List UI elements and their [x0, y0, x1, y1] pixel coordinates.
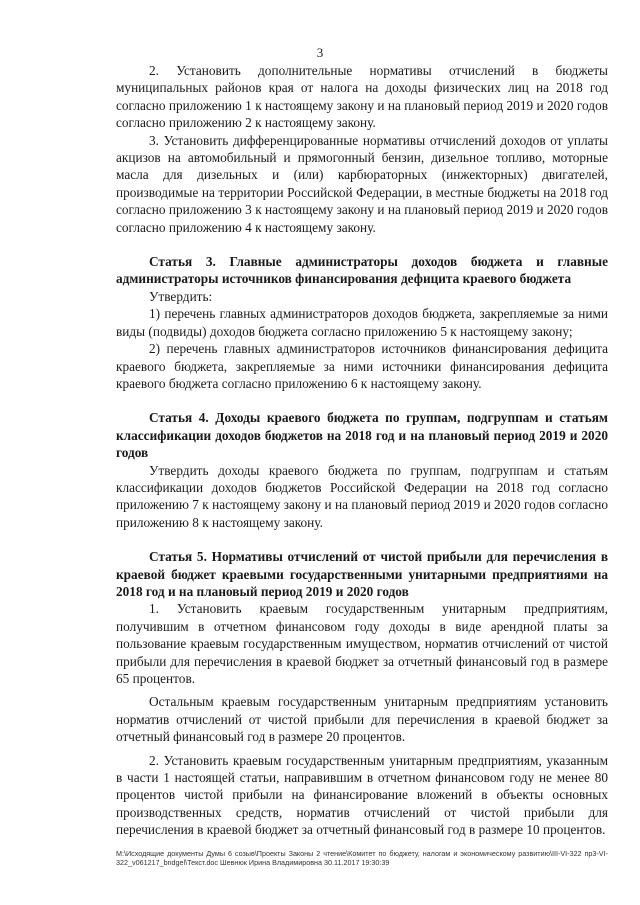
article2-paragraph-2: 2. Установить дополнительные нормативы отчислений в бюджеты муниципальных районов края от налога на доходы физических лиц на 2018 год согласно приложению 1 к настоящему закону и на плановый период 2019 и 2020 годов согласно приложению 2 к настоящему закону.	[116, 63, 608, 131]
page-number: 3	[316, 45, 324, 60]
article3-title: Статья 3. Главные администраторы доходов бюджета и главные администраторы источников финансирования дефицита краевого бюджета	[116, 254, 608, 287]
document-body	[116, 62, 608, 839]
article3-item-1: 1) перечень главных администраторов доходов бюджета, закрепляемые за ними виды (подвиды) доходов бюджета согласно приложению 5 к настоящему закону;	[116, 306, 608, 339]
article3-item-2: 2) перечень главных администраторов источников финансирования дефицита краевого бюджета, закрепляемые за ними источники финансирования дефицита краевого бюджета согласно приложению 6 к настоящему закону.	[116, 341, 608, 391]
article5-paragraph-2: Остальным краевым государственным унитарным предприятиям установить норматив отчислений от чистой прибыли для перечисления в краевой бюджет за отчетный финансовый год в размере 20 процентов.	[116, 694, 608, 745]
article2-paragraph-3: 3. Установить дифференцированные нормативы отчислений доходов от уплаты акцизов на автомобильный и прямогонный бензин, дизельное топливо, моторные масла для дизельных и (или) карбюраторных (инжекторных) двигателей, производимые на территории Российской Федерации, в местные бюджеты на 2018 год согласно приложению 3 к настоящему закону и на плановый период 2019 и 2020 годов согласно приложению 4 к настоящему закону.	[116, 132, 608, 235]
article4-body: Утвердить доходы краевого бюджета по группам, подгруппам и статьям классификации доходов бюджетов Российской Федерации на 2018 год согласно приложению 7 к настоящему закону и на плановый период 2019 и 2020 годов согласно приложению 8 к настоящему закону.	[116, 462, 608, 530]
article5-paragraph-1: 1. Установить краевым государственным унитарным предприятиям, получившим в отчетном финансовом году доходы в виде арендной платы за пользование краевым государственным имуществом, норматив отчислений от чистой прибыли для перечисления в краевой бюджет за отчетный финансовый год в размере 65 процентов.	[116, 601, 608, 686]
article5-paragraph-3: 2. Установить краевым государственным унитарным предприятиям, указанным в части 1 настоящей статьи, направившим в отчетном финансовом году не менее 80 процентов чистой прибыли на финансирование вложений в объекты основных производственных средств, норматив отчислений от чистой прибыли для перечисления в краевой бюджет за отчетный финансовый год в размере 10 процентов.	[116, 752, 608, 838]
file-path-footer: M:\Исходящие документы Думы 6 созыв\Проекты Законы 2 чтение\Комитет по бюджету, налогам и экономическому развитию\III-VI-322 пр3-VI-322_v061217_bndgel\Текст.doc Шевнюк Ирина Владимировна 30.11.2017 19:30:39	[116, 849, 608, 867]
article3-intro: Утвердить:	[149, 288, 213, 304]
article4-title: Статья 4. Доходы краевого бюджета по группам, подгруппам и статьям классификации доходов бюджетов на 2018 год и на плановый период 2019 и 2020 годов	[116, 410, 608, 461]
article5-title: Статья 5. Нормативы отчислений от чистой прибыли для перечисления в краевой бюджет краевыми государственными унитарными предприятиями на 2018 год и на плановый период 2019 и 2020 годов	[116, 549, 608, 599]
